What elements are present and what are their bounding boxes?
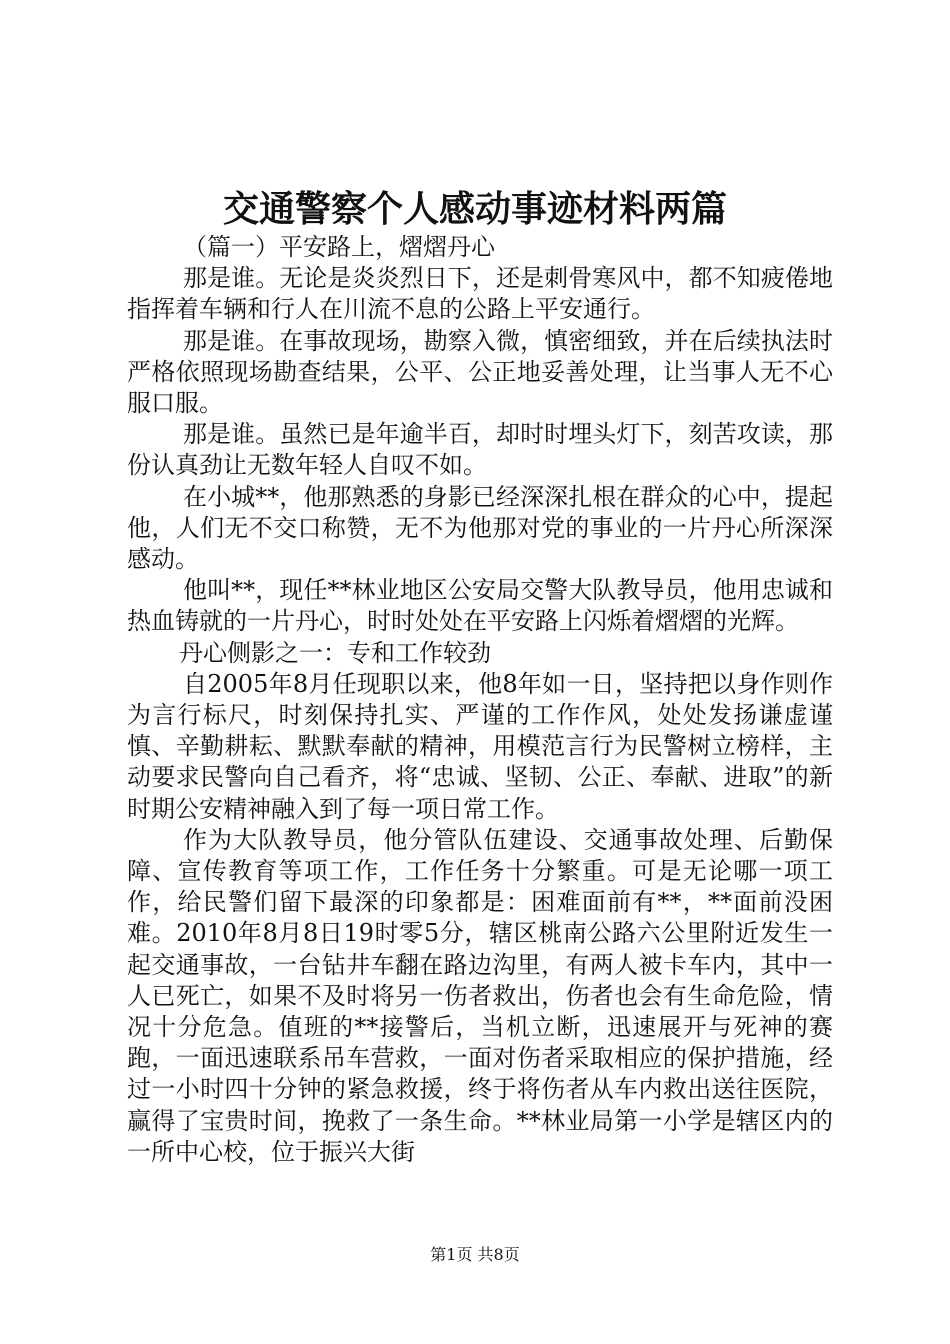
- body-paragraph: 自2005年8月任现职以来，他8年如一日，坚持把以身作则作为言行标尺，时刻保持扎实、严谨的工作作风，处处发扬谦虚谨慎、辛勤耕耘、默默奉献的精神，用模范言行为民警树立榜样，主动要求民警向自己看齐，将“忠诚、坚韧、公正、奉献、进取”的新时期公安精神融入到了每一项日常工作。: [127, 669, 833, 823]
- body-paragraph: 那是谁。在事故现场，勘察入微，慎密细致，并在后续执法时严格依照现场勘查结果，公平、公正地妥善处理，让当事人无不心服口服。: [127, 326, 833, 418]
- section-heading: （篇一）平安路上，熠熠丹心: [183, 233, 495, 261]
- page-number-footer: 第1页 共8页: [430, 1245, 520, 1264]
- document-body: [127, 232, 833, 1168]
- subsection-heading: 丹心侧影之一：专和工作较劲: [179, 638, 491, 667]
- body-paragraph: 那是谁。无论是炎炎烈日下，还是刺骨寒风中，都不知疲倦地指挥着车辆和行人在川流不息的公路上平安通行。: [127, 264, 833, 324]
- body-paragraph: 那是谁。虽然已是年逾半百，却时时埋头灯下，刻苦攻读，那份认真劲让无数年轻人自叹不如。: [127, 420, 833, 480]
- body-paragraph: 在小城**，他那熟悉的身影已经深深扎根在群众的心中，提起他，人们无不交口称赞，无不为他那对党的事业的一片丹心所深深感动。: [127, 482, 833, 574]
- document-title: 交通警察个人感动事迹材料两篇: [222, 188, 727, 230]
- body-paragraph: 作为大队教导员，他分管队伍建设、交通事故处理、后勤保障、宣传教育等项工作，工作任务十分繁重。可是无论哪一项工作，给民警们留下最深的印象都是：困难面前有**，**面前没困难。2010年8月8日19时零5分，辖区桃南公路六公里附近发生一起交通事故，一台钻井车翻在路边沟里，有两人被卡车内，其中一人已死亡，如果不及时将另一伤者救出，伤者也会有生命危险，情况十分危急。值班的**接警后，当机立断，迅速展开与死神的赛跑，一面迅速联系吊车营救，一面对伤者采取相应的保护措施，经过一小时四十分钟的紧急救援，终于将伤者从车内救出送往医院，赢得了宝贵时间，挽救了一条生命。**林业局第一小学是辖区内的一所中心校，位于振兴大街: [127, 825, 833, 1166]
- body-paragraph: 他叫**，现任**林业地区公安局交警大队教导员，他用忠诚和热血铸就的一片丹心，时时处处在平安路上闪烁着熠熠的光辉。: [127, 576, 833, 636]
